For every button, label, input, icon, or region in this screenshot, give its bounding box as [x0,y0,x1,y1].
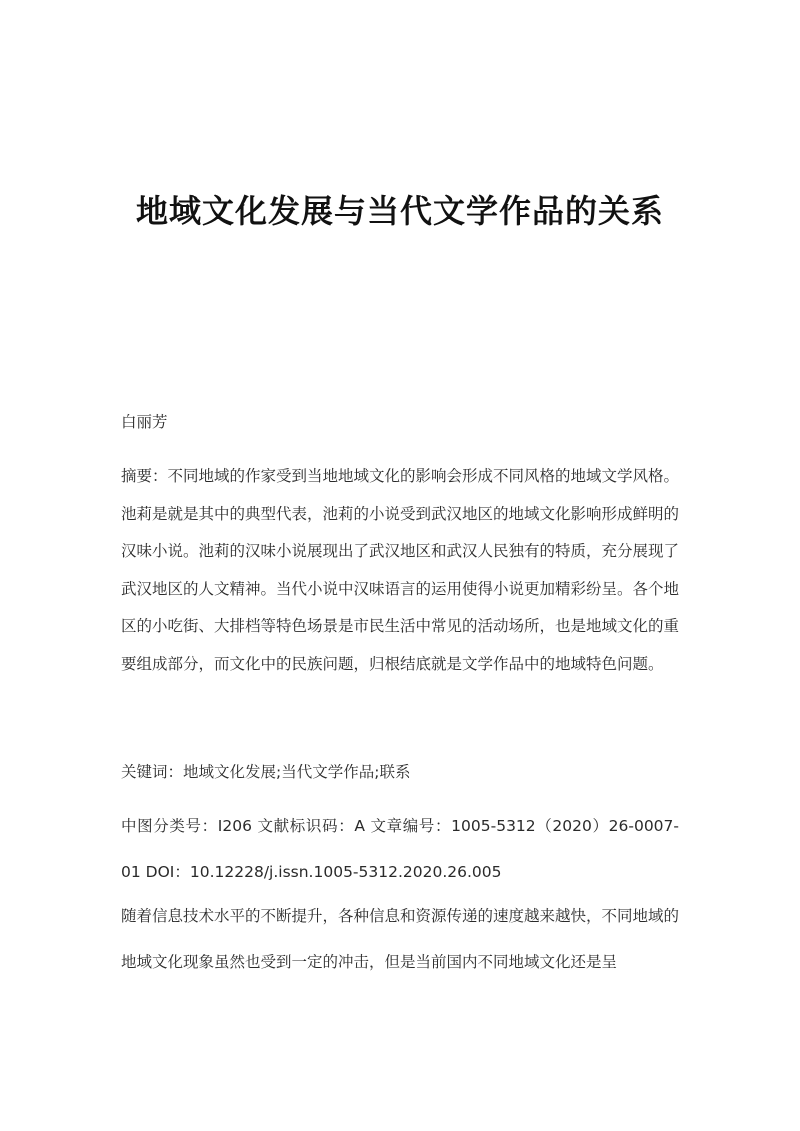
body-paragraph: 随着信息技术水平的不断提升，各种信息和资源传递的速度越来越快，不同地域的地域文化现象虽然也受到一定的冲击，但是当前国内不同地域文化还是呈 [121,907,680,971]
abstract-paragraph: 摘要：不同地域的作家受到当地地域文化的影响会形成不同风格的地域文学风格。池莉是就是其中的典型代表，池莉的小说受到武汉地区的地域文化影响形成鲜明的汉味小说。池莉的汉味小说展现出了武汉地区和武汉人民独有的特质，充分展现了武汉地区的人文精神。当代小说中汉味语言的运用使得小说更加精彩纷呈。各个地区的小吃街、大排档等特色场景是市民生活中常见的活动场所，也是地域文化的重要组成部分，而文化中的民族问题，归根结底就是文学作品中的地域特色问题。 [121,467,680,673]
paper-title: 地域文化发展与当代文学作品的关系 [135,192,664,230]
classification-info: 中图分类号：I206 文献标识码：A 文章编号：1005-5312（2020）26-0007-01 DOI：10.12228/j.issn.1005-5312.2020.26.005 [121,817,679,881]
author-name: 白丽芳 [121,413,168,431]
keywords-line: 关键词：地域文化发展;当代文学作品;联系 [121,763,411,781]
